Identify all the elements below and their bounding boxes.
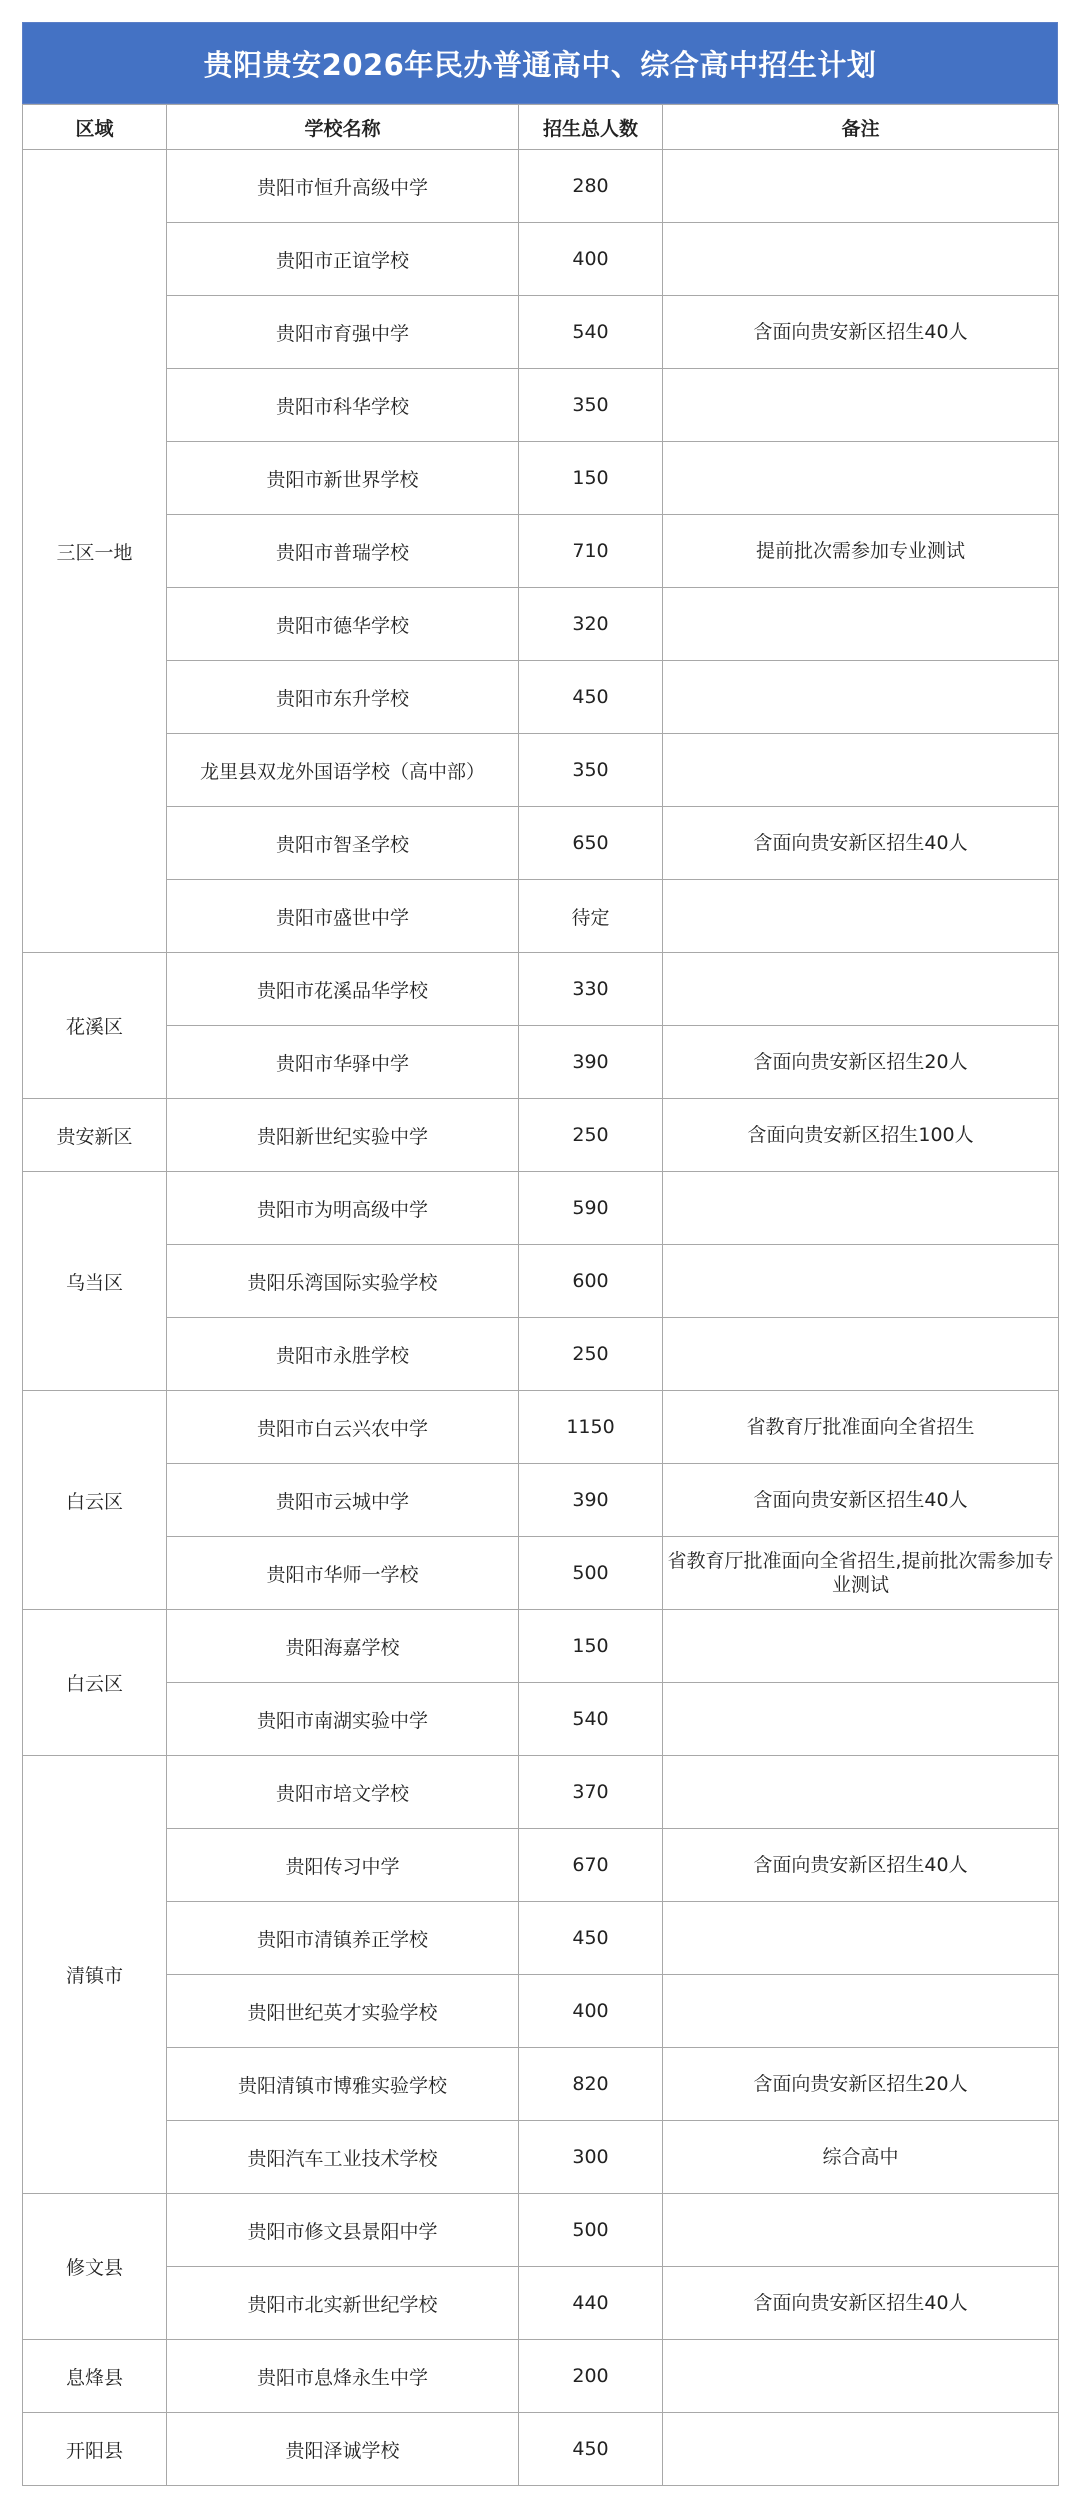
table-row: [23, 880, 1059, 953]
school-name-cell: 贵阳市培文学校: [167, 1756, 519, 1829]
region-cell: 三区一地: [23, 150, 167, 953]
remarks-cell: [663, 588, 1059, 661]
enrollment-count-cell: 450: [519, 2413, 663, 2486]
header-row: [23, 105, 1059, 150]
school-name-cell: 贵阳市修文县景阳中学: [167, 2194, 519, 2267]
remarks-cell: [663, 880, 1059, 953]
remarks-cell: [663, 1172, 1059, 1245]
enrollment-count-cell: 200: [519, 2340, 663, 2413]
school-name-cell: 贵阳市云城中学: [167, 1464, 519, 1537]
school-name-cell: 贵阳市普瑞学校: [167, 515, 519, 588]
enrollment-count-cell: 1150: [519, 1391, 663, 1464]
header-total-enrollment: 招生总人数: [519, 105, 663, 150]
table-row: [23, 588, 1059, 661]
remarks-cell: 含面向贵安新区招生100人: [663, 1099, 1059, 1172]
enrollment-count-cell: 440: [519, 2267, 663, 2340]
school-name-cell: 贵阳市恒升高级中学: [167, 150, 519, 223]
school-name-cell: 贵阳乐湾国际实验学校: [167, 1245, 519, 1318]
remarks-cell: [663, 734, 1059, 807]
enrollment-count-cell: 600: [519, 1245, 663, 1318]
remarks-cell: [663, 223, 1059, 296]
enrollment-count-cell: 300: [519, 2121, 663, 2194]
table-row: [23, 1537, 1059, 1610]
remarks-cell: [663, 661, 1059, 734]
table-row: [23, 1464, 1059, 1537]
remarks-cell: 含面向贵安新区招生40人: [663, 296, 1059, 369]
enrollment-count-cell: 450: [519, 1902, 663, 1975]
remarks-cell: 省教育厅批准面向全省招生,提前批次需参加专业测试: [663, 1537, 1059, 1610]
enrollment-count-cell: 250: [519, 1099, 663, 1172]
enrollment-count-cell: 400: [519, 1975, 663, 2048]
enrollment-count-cell: 350: [519, 734, 663, 807]
school-name-cell: 贵阳市息烽永生中学: [167, 2340, 519, 2413]
header-school-name: 学校名称: [167, 105, 519, 150]
region-cell: 清镇市: [23, 1756, 167, 2194]
remarks-cell: [663, 1318, 1059, 1391]
table-row: [23, 1610, 1059, 1683]
region-cell: 白云区: [23, 1391, 167, 1610]
enrollment-count-cell: 650: [519, 807, 663, 880]
region-cell: 白云区: [23, 1610, 167, 1756]
table-row: [23, 296, 1059, 369]
region-cell: 息烽县: [23, 2340, 167, 2413]
enrollment-plan-sheet: [22, 22, 1058, 2486]
school-name-cell: 贵阳市华师一学校: [167, 1537, 519, 1610]
enrollment-count-cell: 540: [519, 1683, 663, 1756]
remarks-cell: [663, 1902, 1059, 1975]
table-row: [23, 1829, 1059, 1902]
table-row: [23, 1318, 1059, 1391]
table-row: [23, 1099, 1059, 1172]
remarks-cell: [663, 2413, 1059, 2486]
remarks-cell: [663, 1975, 1059, 2048]
school-name-cell: 贵阳市育强中学: [167, 296, 519, 369]
table-row: [23, 2194, 1059, 2267]
enrollment-count-cell: 330: [519, 953, 663, 1026]
table-body: [23, 150, 1059, 2486]
school-name-cell: 贵阳市新世界学校: [167, 442, 519, 515]
table-row: [23, 1975, 1059, 2048]
header-remarks: 备注: [663, 105, 1059, 150]
remarks-cell: [663, 1610, 1059, 1683]
enrollment-count-cell: 150: [519, 1610, 663, 1683]
remarks-cell: [663, 1245, 1059, 1318]
table-row: [23, 2413, 1059, 2486]
school-name-cell: 贵阳市为明高级中学: [167, 1172, 519, 1245]
school-name-cell: 贵阳清镇市博雅实验学校: [167, 2048, 519, 2121]
region-cell: 贵安新区: [23, 1099, 167, 1172]
school-name-cell: 贵阳市清镇养正学校: [167, 1902, 519, 1975]
table-row: [23, 223, 1059, 296]
school-name-cell: 龙里县双龙外国语学校（高中部）: [167, 734, 519, 807]
table-row: [23, 150, 1059, 223]
enrollment-count-cell: 390: [519, 1026, 663, 1099]
table-row: [23, 2340, 1059, 2413]
remarks-cell: 含面向贵安新区招生40人: [663, 1829, 1059, 1902]
table-row: [23, 1902, 1059, 1975]
header-region: 区域: [23, 105, 167, 150]
school-name-cell: 贵阳市德华学校: [167, 588, 519, 661]
remarks-cell: [663, 369, 1059, 442]
table-row: [23, 515, 1059, 588]
school-name-cell: 贵阳世纪英才实验学校: [167, 1975, 519, 2048]
school-name-cell: 贵阳市科华学校: [167, 369, 519, 442]
school-name-cell: 贵阳市南湖实验中学: [167, 1683, 519, 1756]
remarks-cell: 综合高中: [663, 2121, 1059, 2194]
school-name-cell: 贵阳市北实新世纪学校: [167, 2267, 519, 2340]
remarks-cell: 省教育厅批准面向全省招生: [663, 1391, 1059, 1464]
enrollment-count-cell: 670: [519, 1829, 663, 1902]
remarks-cell: 含面向贵安新区招生20人: [663, 2048, 1059, 2121]
remarks-cell: [663, 150, 1059, 223]
school-name-cell: 贵阳新世纪实验中学: [167, 1099, 519, 1172]
remarks-cell: [663, 442, 1059, 515]
region-cell: 开阳县: [23, 2413, 167, 2486]
table-row: [23, 442, 1059, 515]
remarks-cell: 含面向贵安新区招生40人: [663, 2267, 1059, 2340]
remarks-cell: 含面向贵安新区招生40人: [663, 1464, 1059, 1537]
enrollment-count-cell: 590: [519, 1172, 663, 1245]
enrollment-count-cell: 280: [519, 150, 663, 223]
remarks-cell: 含面向贵安新区招生40人: [663, 807, 1059, 880]
region-cell: 花溪区: [23, 953, 167, 1099]
table-row: [23, 1756, 1059, 1829]
remarks-cell: [663, 1683, 1059, 1756]
school-name-cell: 贵阳市正谊学校: [167, 223, 519, 296]
table-row: [23, 734, 1059, 807]
remarks-cell: 提前批次需参加专业测试: [663, 515, 1059, 588]
table-row: [23, 1391, 1059, 1464]
remarks-cell: [663, 2194, 1059, 2267]
table-row: [23, 2121, 1059, 2194]
school-name-cell: 贵阳市花溪品华学校: [167, 953, 519, 1026]
enrollment-count-cell: 350: [519, 369, 663, 442]
school-name-cell: 贵阳市白云兴农中学: [167, 1391, 519, 1464]
remarks-cell: [663, 1756, 1059, 1829]
table-row: [23, 2048, 1059, 2121]
school-name-cell: 贵阳传习中学: [167, 1829, 519, 1902]
enrollment-count-cell: 150: [519, 442, 663, 515]
school-name-cell: 贵阳市智圣学校: [167, 807, 519, 880]
enrollment-count-cell: 400: [519, 223, 663, 296]
school-name-cell: 贵阳海嘉学校: [167, 1610, 519, 1683]
remarks-cell: [663, 953, 1059, 1026]
enrollment-count-cell: 500: [519, 1537, 663, 1610]
table-row: [23, 1172, 1059, 1245]
remarks-cell: [663, 2340, 1059, 2413]
school-name-cell: 贵阳市东升学校: [167, 661, 519, 734]
remarks-cell: 含面向贵安新区招生20人: [663, 1026, 1059, 1099]
table-row: [23, 1683, 1059, 1756]
school-name-cell: 贵阳泽诚学校: [167, 2413, 519, 2486]
table-row: [23, 807, 1059, 880]
school-name-cell: 贵阳市永胜学校: [167, 1318, 519, 1391]
enrollment-count-cell: 450: [519, 661, 663, 734]
table-row: [23, 661, 1059, 734]
enrollment-count-cell: 待定: [519, 880, 663, 953]
enrollment-count-cell: 250: [519, 1318, 663, 1391]
enrollment-count-cell: 820: [519, 2048, 663, 2121]
table-row: [23, 953, 1059, 1026]
region-cell: 修文县: [23, 2194, 167, 2340]
enrollment-count-cell: 540: [519, 296, 663, 369]
enrollment-count-cell: 500: [519, 2194, 663, 2267]
enrollment-count-cell: 320: [519, 588, 663, 661]
table-row: [23, 2267, 1059, 2340]
table-title: 贵阳贵安2026年民办普通高中、综合高中招生计划: [22, 22, 1058, 104]
enrollment-table: [22, 104, 1059, 2486]
enrollment-count-cell: 370: [519, 1756, 663, 1829]
region-cell: 乌当区: [23, 1172, 167, 1391]
school-name-cell: 贵阳汽车工业技术学校: [167, 2121, 519, 2194]
enrollment-count-cell: 710: [519, 515, 663, 588]
enrollment-count-cell: 390: [519, 1464, 663, 1537]
table-row: [23, 369, 1059, 442]
table-row: [23, 1245, 1059, 1318]
table-row: [23, 1026, 1059, 1099]
school-name-cell: 贵阳市盛世中学: [167, 880, 519, 953]
school-name-cell: 贵阳市华驿中学: [167, 1026, 519, 1099]
